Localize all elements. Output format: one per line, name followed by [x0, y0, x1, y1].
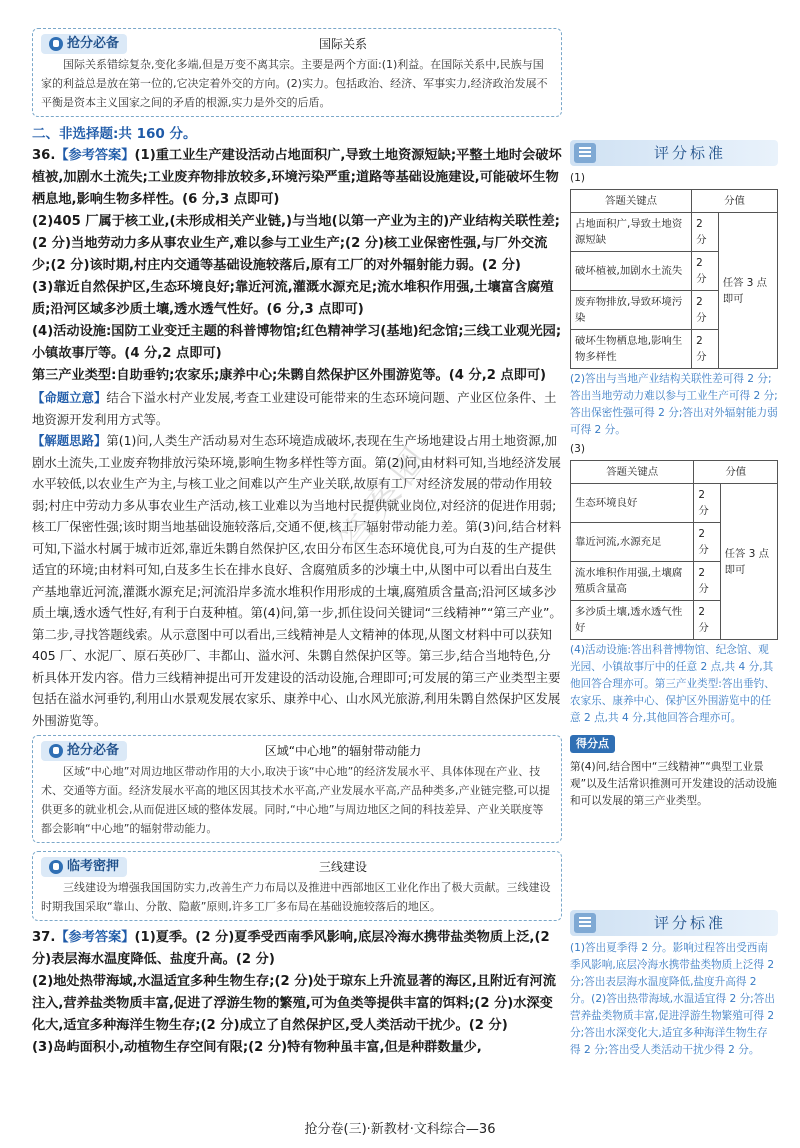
q36-intent: 【命题立意】结合下溢水村产业发展,考查工业建设可能带来的生态环境问题、产业区位条件、土地资源开发利用方式等。 [32, 390, 557, 427]
scoring-sidebar: 评分标准 (1) 答题关键点 分值 占地面积广,导致土地资源短缺 2 分 任答 3 点即可 破坏植被,加剧水土流失 2 分 废弃物排放,导致环境污染 2 分 破坏生物栖息地,影响生物多样性 2 分 (2)答出与当地产业结构关联性差可得 2 分;答出当地劳动力难以参与工业生产可得 2 分;答出保密性强可得 2 分;答出对外辐射能力弱可得 2 分。 (3) 答题关键点 分值 生态环境良好 2 分 任答 3 点即可 靠近河流,水源充足 2 分 流水堆积作用强,土壤腐殖质含量高 2 分 多沙质土壤,透水透气性好 2 分 (4)活动设施:答出科普博物馆、纪念馆、观光园、小镇故事厅中的任意 2 点,共 4 分,其他回答合理亦可。第三产业类型:答出垂钓、农家乐、康养中心、保护区外围游览中的任意 2 点,共 4 分,其他回答合理亦可。 得分点 第(4)问,结合图中“三线精神”“典型工业景观”以及生活常识推测可开发建设的活动设施和可以发展的第三产业类型。 评分标准 (1)答出夏季得 2 分。影响过程答出受西南季风影响,底层冷海水携带盐类物质上泛得 2 分;答出表层海水温度降低,盐度升高得 2 分。(2)答出热带海域,水温适宜得 2 分;答出营养盐类物质丰富,促进浮游生物繁殖可得 2 分;答出水深变化大,适宜多种海洋生物生存得 2 分;答出受人类活动干扰少得 2 分。 [570, 140, 778, 1061]
score-point-badge: 得分点 [570, 735, 615, 753]
tip-badge: 抢分必备 [41, 34, 127, 54]
pen-icon [49, 860, 63, 874]
q37-answer-3: (3)岛屿面积小,动植物生存空间有限;(2 分)特有物种虽丰富,但是种群数量少, [32, 1040, 482, 1055]
scoring-table-3: 答题关键点 分值 生态环境良好 2 分 任答 3 点即可 靠近河流,水源充足 2 分 流水堆积作用强,土壤腐殖质含量高 2 分 多沙质土壤,透水透气性好 2 分 [570, 460, 778, 640]
pen-icon [49, 37, 63, 51]
section-heading: 二、非选择题:共 160 分。 [32, 126, 197, 142]
tip-box-head [41, 33, 553, 55]
q36-answer-3: (3)靠近自然保护区,生态环境良好;靠近河流,灌溉水源充足;流水堆积作用强,土壤富含腐殖质;沿河区域多沙质土壤,透水透气性好。(6 分,3 点即可) [32, 280, 554, 317]
watermark: 答案圈 [331, 434, 441, 559]
tip-body: 国际关系错综复杂,变化多端,但是万变不离其宗。主要是两个方面:(1)利益。在国际关系中,民族与国家的利益总是放在第一位的,它决定着外交的方向。(2)实力。包括政治、经济、军事实力,经济政治发展不平衡是资本主义国家之间的矛盾的根源,实力是外交的后盾。 [41, 58, 548, 109]
scoring-header-2: 评分标准 [570, 910, 778, 936]
list-icon [574, 143, 596, 163]
tip-box-international [32, 28, 562, 117]
tip-title: 国际关系 [319, 37, 368, 51]
scoring-header: 评分标准 [570, 140, 778, 166]
pen-icon [49, 744, 63, 758]
exam-badge: 临考密押 [41, 857, 127, 877]
scoring-note-37: (1)答出夏季得 2 分。影响过程答出受西南季风影响,底层冷海水携带盐类物质上泛得 2 分;答出表层海水温度降低,盐度升高得 2 分。(2)答出热带海域,水温适宜得 2 分;答出营养盐类物质丰富,促进浮游生物繁殖可得 2 分;答出水深变化大,适宜多种海洋生物生存得 2 分;答出受人类活动干扰少得 2 分。 [570, 942, 775, 1056]
tip-body: 区域“中心地”对周边地区带动作用的大小,取决于该“中心地”的经济发展水平、具体体现在产业、技术、交通等方面。经济发展水平高的地区因其技术水平高,产业发展水平高,产品种类多,产业链完整,可以提供更多的就业机会,从而促进区域的整体发展。同时,“中心地”与周边地区之间的科技差异、产业关联度等都会影响“中心地”的辐射带动能力。 [41, 765, 550, 835]
list-icon [574, 913, 596, 933]
tip-box-central-place [32, 735, 562, 843]
tip-box-third-front [32, 851, 562, 921]
main-column [32, 28, 562, 1059]
tip-body: 三线建设为增强我国国防实力,改善生产力布局以及推进中西部地区工业化作出了极大贡献。三线建设时期我国采取“靠山、分散、隐蔽”原则,许多工厂多布局在基础设施较落后的地区。 [41, 881, 551, 913]
tip-title: 区域“中心地”的辐射带动能力 [264, 744, 422, 758]
answer-tag: 【参考答案】 [55, 148, 135, 163]
q36-solution: 【解题思路】第(1)问,人类生产活动易对生态环境造成破坏,表现在生产场地建设占用土地资源,加剧水土流失,工业废弃物排放污染环境,影响生物多样性等方面。第(2)问,由材料可知,当地经济发展水平较低,以农业生产为主,与核工业之间难以产生产业关联,故原有工厂对经济发展的带动作用较弱;村庄中劳动力多从事农业生产活动,核工业难以为当地村民提供就业岗位,对经济的促进作用弱;核工厂保密性强;该时期当地基础设施较落后,交通不便,核工厂辐射带动能力差。第(3)问,结合材料可知,下溢水村属于城市近郊,靠近朱鹮自然保护区,农田分布区生态环境优良,可为白芨的生产提供适宜的环境;由材料可知,白芨多生长在排水良好、含腐殖质多的沙壤土中,从图中可以看出白芨生产基地靠近河流,灌溉水源充足;河流沿岸多流水堆积作用形成的土壤,腐殖质含量高;沿河区域多沙质土壤,透水透气性好,有利于白芨种植。第(4)问,第一步,抓住设问关键词“三线精神”“第三产业”。第二步,寻找答题线索。从示意图中可以看出,三线精神是人文精神的体现,从图文材料中可以获知 405 厂、水泥厂、原石英砂厂、丰都山、溢水河、朱鹮自然保护区等。第三步,结合当地特色,分析具体开发内容。借力三线精神提出可开发建设的活动设施,合理即可;可发展的第三产业类型主要包括在溢水河垂钓,利用山水景观发展农家乐、康养中心、山水风光旅游,利用朱鹮自然保护区发展外围游览等。 [32, 433, 562, 728]
scoring-note-2: (2)答出与当地产业结构关联性差可得 2 分;答出当地劳动力难以参与工业生产可得 2 分;答出保密性强可得 2 分;答出对外辐射能力弱可得 2 分。 [570, 373, 778, 436]
scoring-note-4: (4)活动设施:答出科普博物馆、纪念馆、观光园、小镇故事厅中的任意 2 点,共 4 分,其他回答合理亦可。第三产业类型:答出垂钓、农家乐、康养中心、保护区外围游览中的任意 2 点,共 4 分,其他回答合理亦可。 [570, 644, 775, 724]
q36-answer-2: (2)405 厂属于核工业,(未形成相关产业链,)与当地(以第一产业为主的)产业结构关联性差;(2 分)当地劳动力多从事农业生产,难以参与工业生产;(2 分)核工业保密性强,与厂外交流少;(2 分)该时期,村庄内交通等基础设施较落后,原有工厂的对外辐射能力弱。(2 分) [32, 214, 560, 273]
tip-title: 三线建设 [319, 860, 368, 874]
q36-answer-5: 第三产业类型:自助垂钓;农家乐;康养中心;朱鹮自然保护区外围游览等。(4 分,2 点即可) [32, 368, 547, 383]
q36-answer-1: 36.【参考答案】(1)重工业生产建设活动占地面积广,导致土地资源短缺;平整土地时会破坏植被,加剧水土流失;工业废弃物排放较多,环境污染严重;道路等基础设施建设,可能破坏生物栖息地,影响生物多样性。(6 分,3 点即可) [32, 148, 562, 207]
q36-answer-4: (4)活动设施:国防工业变迁主题的科普博物馆;红色精神学习(基地)纪念馆;三线工业观光园;小镇故事厅等。(4 分,2 点即可) [32, 324, 562, 361]
score-point-text: 第(4)问,结合图中“三线精神”“典型工业景观”以及生活常识推测可开发建设的活动设施和可以发展的第三产业类型。 [570, 761, 777, 807]
tip-badge: 抢分必备 [41, 741, 127, 761]
q37-answer-2: (2)地处热带海域,水温适宜多种生物生存;(2 分)处于琼东上升流显著的海区,且附近有河流注入,营养盐类物质丰富,促进了浮游生物的繁殖,可为鱼类等提供丰富的饵料;(2 分)水深变化大,适宜多种海洋生物生存;(2 分)成立了自然保护区,受人类活动干扰少。(2 分) [32, 974, 556, 1033]
scoring-table-1: 答题关键点 分值 占地面积广,导致土地资源短缺 2 分 任答 3 点即可 破坏植被,加剧水土流失 2 分 废弃物排放,导致环境污染 2 分 破坏生物栖息地,影响生物多样性 2 分 [570, 189, 778, 369]
question-number: 36. [32, 148, 56, 163]
page-footer: 抢分卷(三)·新教材·文科综合—36 [304, 1122, 496, 1137]
q37-answer-1: 37.【参考答案】(1)夏季。(2 分)夏季受西南季风影响,底层冷海水携带盐类物质上泛,(2 分)表层海水温度降低、盐度升高。(2 分) [32, 930, 550, 967]
